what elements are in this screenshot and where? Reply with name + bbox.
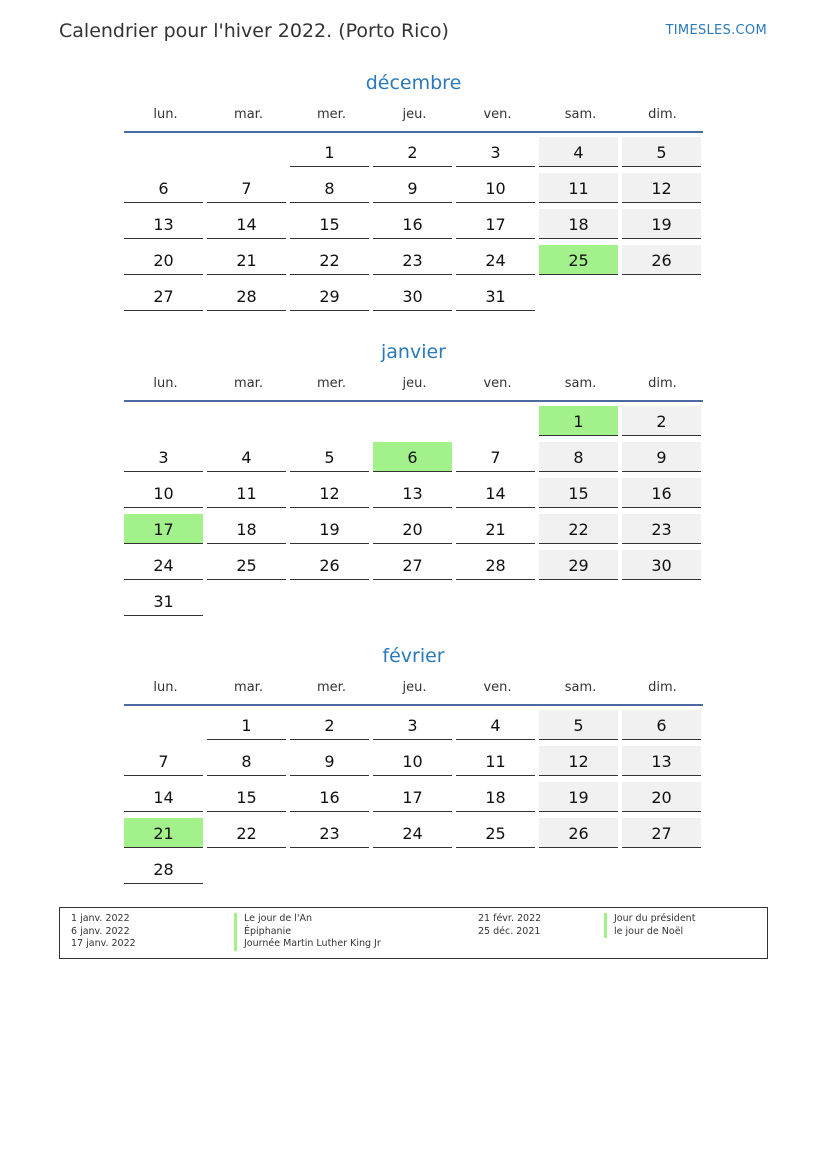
day-grid: [124, 137, 703, 317]
holiday-day-cell: 6: [373, 442, 452, 472]
day-cell: 24: [456, 245, 535, 275]
month-calendar: [124, 339, 703, 622]
day-cell: 23: [622, 514, 701, 544]
week-row: [124, 854, 703, 890]
day-cell: 12: [290, 478, 369, 508]
day-cell: 8: [207, 746, 286, 776]
day-cell: 30: [622, 550, 701, 580]
legend-holiday-date: 1 janv. 2022: [71, 913, 130, 924]
legend-holiday-name: le jour de Noël: [604, 926, 695, 939]
week-row: [124, 818, 703, 854]
weekday-label: mar.: [234, 376, 263, 391]
day-cell: 15: [539, 478, 618, 508]
empty-cell: [207, 137, 286, 167]
day-cell: 9: [622, 442, 701, 472]
weekday-label: mar.: [234, 680, 263, 695]
empty-cell: [207, 586, 286, 616]
holiday-day-cell: 17: [124, 514, 203, 544]
day-cell: 13: [373, 478, 452, 508]
day-cell: 23: [290, 818, 369, 848]
weekday-label: lun.: [153, 376, 178, 391]
day-cell: 20: [124, 245, 203, 275]
day-cell: 8: [539, 442, 618, 472]
header-rule: [124, 400, 703, 402]
holiday-day-cell: 25: [539, 245, 618, 275]
weekday-label: jeu.: [402, 680, 427, 695]
day-cell: 4: [456, 710, 535, 740]
legend-holiday-date: 6 janv. 2022: [71, 925, 130, 937]
day-cell: 19: [290, 514, 369, 544]
weekday-label: mer.: [317, 376, 346, 391]
day-cell: 13: [622, 746, 701, 776]
empty-cell: [539, 586, 618, 616]
day-cell: 14: [456, 478, 535, 508]
weekday-label: dim.: [648, 680, 677, 695]
weekday-label: sam.: [564, 680, 597, 695]
month-calendar: [124, 70, 703, 317]
week-row: [124, 245, 703, 281]
empty-cell: [124, 137, 203, 167]
empty-cell: [373, 586, 452, 616]
weekday-label: ven.: [483, 680, 512, 695]
month-calendar: [124, 643, 703, 890]
day-cell: 7: [207, 173, 286, 203]
day-cell: 18: [539, 209, 618, 239]
weekday-label: ven.: [483, 376, 512, 391]
weekday-label: jeu.: [402, 376, 427, 391]
day-cell: 30: [373, 281, 452, 311]
week-row: [124, 137, 703, 173]
day-cell: 15: [207, 782, 286, 812]
day-cell: 12: [539, 746, 618, 776]
day-cell: 18: [207, 514, 286, 544]
day-cell: 19: [539, 782, 618, 812]
day-cell: 14: [124, 782, 203, 812]
empty-cell: [622, 281, 701, 311]
day-cell: 26: [539, 818, 618, 848]
week-row: [124, 281, 703, 317]
day-cell: 20: [622, 782, 701, 812]
week-row: [124, 442, 703, 478]
empty-cell: [456, 854, 535, 884]
holiday-legend: [59, 907, 768, 959]
day-cell: 3: [456, 137, 535, 167]
day-cell: 28: [456, 550, 535, 580]
day-cell: 29: [539, 550, 618, 580]
day-cell: 26: [622, 245, 701, 275]
day-cell: 28: [207, 281, 286, 311]
day-cell: 8: [290, 173, 369, 203]
day-cell: 13: [124, 209, 203, 239]
empty-cell: [124, 710, 203, 740]
weekday-label: sam.: [564, 107, 597, 122]
weekday-label: sam.: [564, 376, 597, 391]
empty-cell: [290, 406, 369, 436]
day-cell: 7: [456, 442, 535, 472]
day-cell: 26: [290, 550, 369, 580]
day-cell: 10: [456, 173, 535, 203]
legend-names-left: [234, 913, 381, 951]
legend-dates-left: [71, 913, 136, 951]
holiday-day-cell: 1: [539, 406, 618, 436]
week-row: [124, 746, 703, 782]
day-cell: 31: [124, 586, 203, 616]
weekday-label: mer.: [317, 107, 346, 122]
day-cell: 22: [539, 514, 618, 544]
day-cell: 16: [373, 209, 452, 239]
week-row: [124, 782, 703, 818]
empty-cell: [207, 854, 286, 884]
empty-cell: [456, 406, 535, 436]
week-row: [124, 710, 703, 746]
empty-cell: [622, 586, 701, 616]
brand-link[interactable]: TIMESLES.COM: [665, 23, 767, 38]
weekday-header: [124, 105, 703, 125]
day-cell: 1: [207, 710, 286, 740]
page-header: [59, 20, 767, 46]
empty-cell: [373, 406, 452, 436]
day-cell: 25: [207, 550, 286, 580]
day-cell: 22: [290, 245, 369, 275]
holiday-day-cell: 21: [124, 818, 203, 848]
week-row: [124, 514, 703, 550]
day-cell: 24: [124, 550, 203, 580]
day-cell: 7: [124, 746, 203, 776]
day-cell: 2: [622, 406, 701, 436]
page-title: Calendrier pour l'hiver 2022. (Porto Rico): [59, 20, 449, 42]
day-cell: 17: [456, 209, 535, 239]
empty-cell: [290, 586, 369, 616]
day-cell: 16: [290, 782, 369, 812]
empty-cell: [456, 586, 535, 616]
weekday-label: ven.: [483, 107, 512, 122]
day-cell: 31: [456, 281, 535, 311]
day-cell: 27: [124, 281, 203, 311]
weekday-label: dim.: [648, 376, 677, 391]
day-cell: 11: [539, 173, 618, 203]
day-cell: 16: [622, 478, 701, 508]
day-cell: 10: [124, 478, 203, 508]
week-row: [124, 586, 703, 622]
day-cell: 15: [290, 209, 369, 239]
header-rule: [124, 131, 703, 133]
day-cell: 27: [622, 818, 701, 848]
day-grid: [124, 406, 703, 622]
day-cell: 14: [207, 209, 286, 239]
legend-holiday-name: Le jour de l'An: [234, 913, 381, 926]
day-cell: 4: [539, 137, 618, 167]
day-cell: 4: [207, 442, 286, 472]
weekday-label: mar.: [234, 107, 263, 122]
legend-holiday-date: 25 déc. 2021: [478, 925, 541, 937]
empty-cell: [124, 406, 203, 436]
day-cell: 1: [290, 137, 369, 167]
day-cell: 18: [456, 782, 535, 812]
day-cell: 5: [622, 137, 701, 167]
empty-cell: [539, 854, 618, 884]
month-title: février: [382, 645, 445, 667]
day-cell: 27: [373, 550, 452, 580]
day-cell: 5: [539, 710, 618, 740]
empty-cell: [290, 854, 369, 884]
day-cell: 9: [290, 746, 369, 776]
day-cell: 22: [207, 818, 286, 848]
day-cell: 5: [290, 442, 369, 472]
legend-holiday-name: Épiphanie: [234, 926, 381, 939]
month-title: décembre: [365, 72, 462, 94]
day-cell: 19: [622, 209, 701, 239]
month-title: janvier: [381, 341, 446, 363]
legend-holiday-name: Journée Martin Luther King Jr: [234, 938, 381, 951]
day-cell: 20: [373, 514, 452, 544]
week-row: [124, 209, 703, 245]
day-grid: [124, 710, 703, 890]
week-row: [124, 478, 703, 514]
legend-holiday-name: Jour du président: [604, 913, 695, 926]
weekday-header: [124, 374, 703, 394]
weekday-label: jeu.: [402, 107, 427, 122]
day-cell: 11: [207, 478, 286, 508]
header-rule: [124, 704, 703, 706]
legend-names-right: [604, 913, 695, 938]
weekday-label: mer.: [317, 680, 346, 695]
day-cell: 6: [622, 710, 701, 740]
legend-holiday-date: 21 févr. 2022: [478, 913, 542, 924]
day-cell: 12: [622, 173, 701, 203]
weekday-label: lun.: [153, 107, 178, 122]
week-row: [124, 173, 703, 209]
empty-cell: [622, 854, 701, 884]
day-cell: 3: [373, 710, 452, 740]
day-cell: 3: [124, 442, 203, 472]
weekday-label: dim.: [648, 107, 677, 122]
empty-cell: [373, 854, 452, 884]
day-cell: 24: [373, 818, 452, 848]
day-cell: 11: [456, 746, 535, 776]
day-cell: 9: [373, 173, 452, 203]
weekday-label: lun.: [153, 680, 178, 695]
legend-holiday-date: 17 janv. 2022: [71, 938, 136, 949]
day-cell: 17: [373, 782, 452, 812]
day-cell: 25: [456, 818, 535, 848]
legend-dates-right: [478, 913, 541, 938]
day-cell: 2: [373, 137, 452, 167]
day-cell: 29: [290, 281, 369, 311]
day-cell: 23: [373, 245, 452, 275]
week-row: [124, 406, 703, 442]
day-cell: 2: [290, 710, 369, 740]
weekday-header: [124, 678, 703, 698]
empty-cell: [539, 281, 618, 311]
day-cell: 21: [207, 245, 286, 275]
day-cell: 10: [373, 746, 452, 776]
day-cell: 6: [124, 173, 203, 203]
day-cell: 21: [456, 514, 535, 544]
week-row: [124, 550, 703, 586]
day-cell: 28: [124, 854, 203, 884]
empty-cell: [207, 406, 286, 436]
